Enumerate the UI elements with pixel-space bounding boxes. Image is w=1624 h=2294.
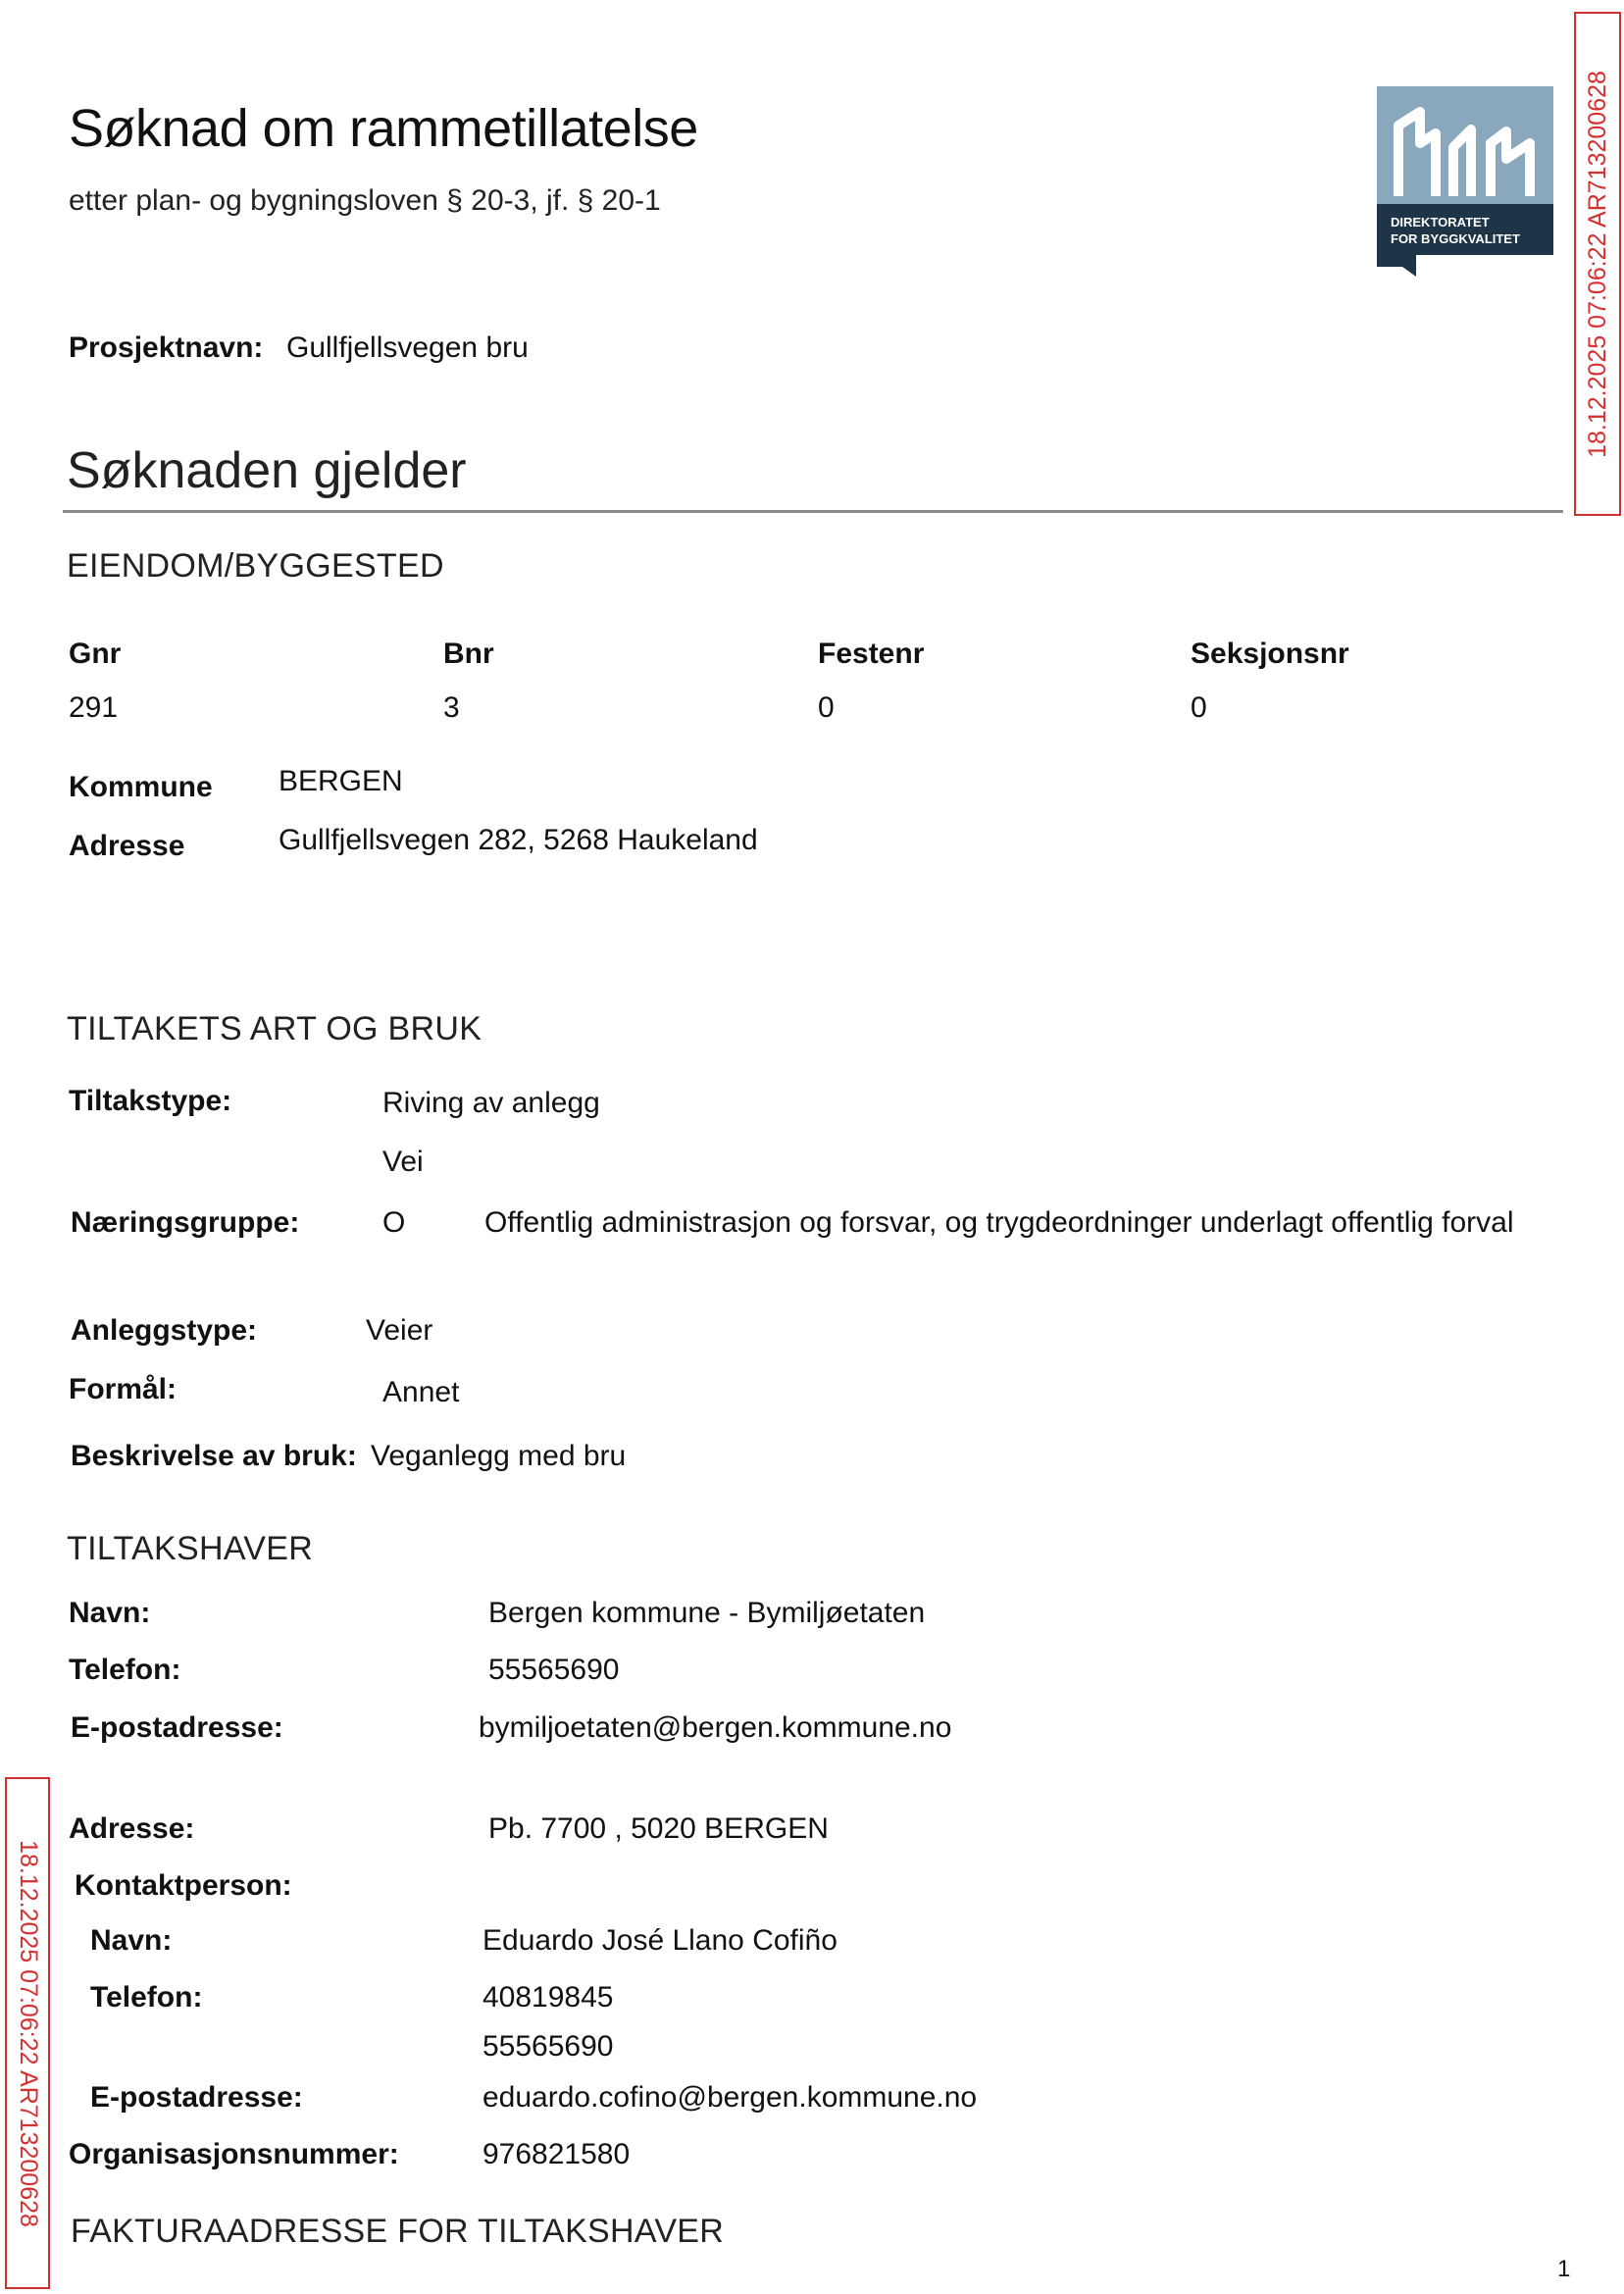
tiltakshaver-heading: TILTAKSHAVER: [67, 1530, 314, 1567]
document-subtitle: etter plan- og bygningsloven § 20-3, jf. § 20-1: [69, 184, 661, 217]
gnr-label: Gnr: [69, 637, 122, 670]
tiltakstype-value-1: Riving av anlegg: [382, 1087, 600, 1119]
kontakt-epost-label: E-postadresse:: [90, 2081, 303, 2114]
section-title: Søknaden gjelder: [67, 442, 467, 499]
project-label: Prosjektnavn:: [69, 331, 264, 364]
naeringsgruppe-label: Næringsgruppe:: [71, 1206, 300, 1239]
orgnr-value: 976821580: [482, 2138, 631, 2170]
adresse-label: Adresse: [69, 830, 185, 862]
adresse-value: Gullfjellsvegen 282, 5268 Haukeland: [279, 824, 758, 856]
kontakt-telefon-value-1: 40819845: [482, 1981, 614, 2014]
tiltak-heading: TILTAKETS ART OG BRUK: [67, 1010, 482, 1047]
bnr-value: 3: [443, 691, 460, 724]
anleggstype-value: Veier: [366, 1314, 433, 1347]
epost-value: bymiljoetaten@bergen.kommune.no: [479, 1711, 952, 1744]
stamp-text: 18.12.2025 07:06:22 AR713200628: [1583, 70, 1611, 458]
telefon-value: 55565690: [488, 1654, 620, 1686]
kontakt-epost-value: eduardo.cofino@bergen.kommune.no: [482, 2081, 978, 2114]
beskrivelse-label: Beskrivelse av bruk:: [71, 1440, 357, 1472]
kontakt-navn-label: Navn:: [90, 1924, 173, 1957]
formal-label: Formål:: [69, 1373, 178, 1405]
page-number: 1: [1557, 2256, 1571, 2282]
navn-value: Bergen kommune - Bymiljøetaten: [488, 1597, 926, 1629]
bnr-label: Bnr: [443, 637, 494, 670]
gnr-value: 291: [69, 691, 119, 724]
stamp-text: 18.12.2025 07:06:22 AR713200628: [14, 1839, 42, 2227]
tiltakstype-label: Tiltakstype:: [69, 1085, 232, 1117]
project-value: Gullfjellsvegen bru: [286, 331, 529, 364]
seksjonsnr-value: 0: [1191, 691, 1207, 724]
svg-text:DIREKTORATET: DIREKTORATET: [1391, 215, 1490, 229]
dibk-logo: [1377, 86, 1553, 277]
seksjonsnr-label: Seksjonsnr: [1191, 637, 1349, 670]
section-divider: [63, 510, 1563, 513]
navn-label: Navn:: [69, 1597, 151, 1629]
naeringsgruppe-text: Offentlig administrasjon og forsvar, og trygdeordninger underlagt offentlig forval: [484, 1206, 1514, 1239]
tiltakstype-value-2: Vei: [382, 1146, 424, 1178]
epost-label: E-postadresse:: [71, 1711, 283, 1744]
received-stamp-right: [1574, 12, 1621, 516]
kontakt-telefon-label: Telefon:: [90, 1981, 203, 2014]
document-title: Søknad om rammetillatelse: [69, 99, 698, 158]
beskrivelse-value: Veganlegg med bru: [371, 1440, 627, 1472]
kommune-value: BERGEN: [279, 765, 403, 797]
kontakt-navn-value: Eduardo José Llano Cofiño: [482, 1924, 837, 1957]
formal-value: Annet: [382, 1376, 460, 1408]
faktura-heading: FAKTURAADRESSE FOR TILTAKSHAVER: [71, 2213, 725, 2250]
property-heading: EIENDOM/BYGGESTED: [67, 547, 444, 585]
festenr-value: 0: [818, 691, 835, 724]
tiltakshaver-adresse-label: Adresse:: [69, 1812, 195, 1845]
festenr-label: Festenr: [818, 637, 925, 670]
telefon-label: Telefon:: [69, 1654, 181, 1686]
received-stamp-left: [5, 1777, 50, 2289]
naeringsgruppe-code: O: [382, 1206, 406, 1239]
anleggstype-label: Anleggstype:: [71, 1314, 258, 1347]
orgnr-label: Organisasjonsnummer:: [69, 2138, 399, 2170]
svg-text:FOR BYGGKVALITET: FOR BYGGKVALITET: [1391, 231, 1520, 246]
kommune-label: Kommune: [69, 771, 213, 803]
kontakt-telefon-value-2: 55565690: [482, 2030, 614, 2063]
tiltakshaver-adresse-value: Pb. 7700 , 5020 BERGEN: [488, 1812, 829, 1845]
kontaktperson-label: Kontaktperson:: [75, 1869, 292, 1902]
